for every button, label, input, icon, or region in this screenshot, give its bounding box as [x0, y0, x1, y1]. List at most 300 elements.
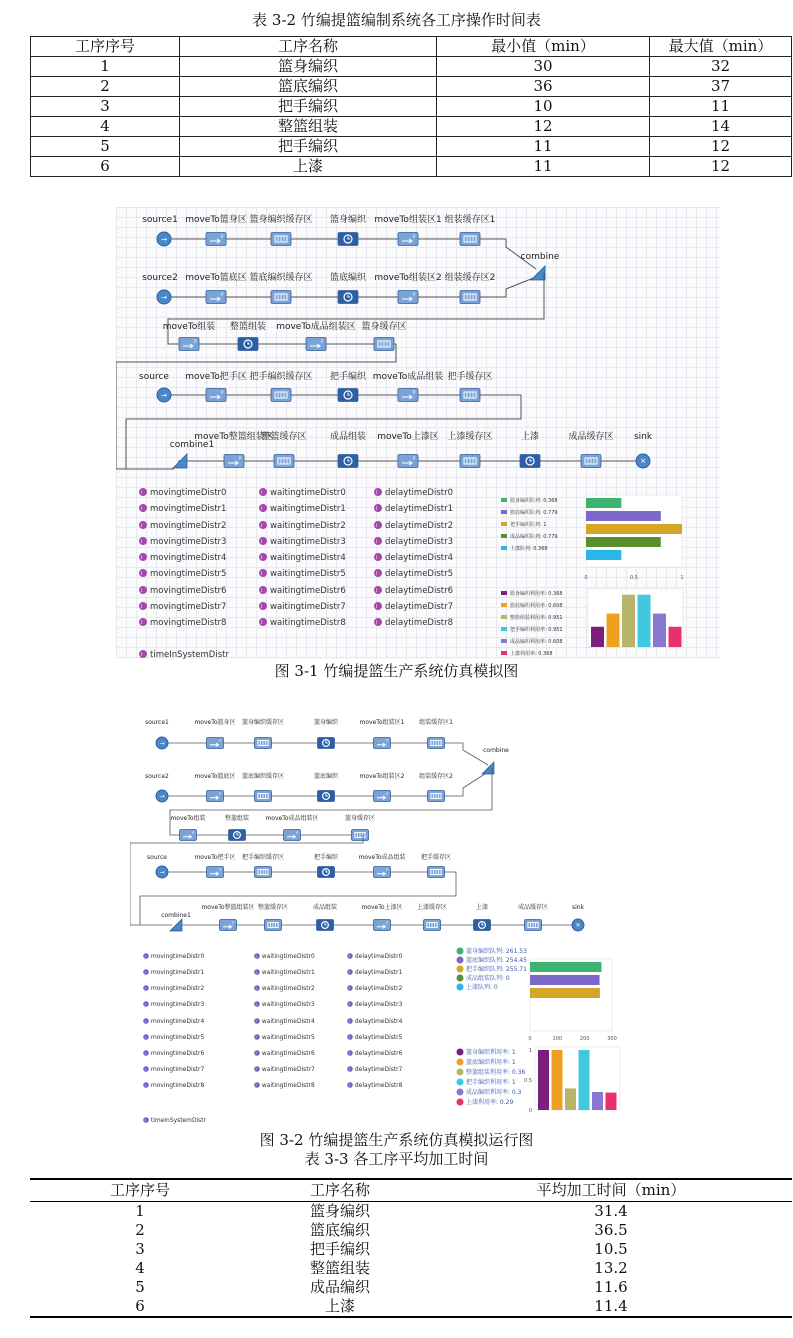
- source-glyph: →: [159, 869, 165, 877]
- chartC-legend-label: 篮底编织队列: 254.45: [466, 957, 527, 964]
- cell: 上漆: [250, 1297, 430, 1317]
- node-label: moveTo上漆区: [361, 904, 403, 911]
- stat-glyph: ⅰ: [376, 539, 378, 545]
- chartD-tick: 0.5: [524, 1078, 532, 1084]
- move-mark: P: [386, 921, 389, 926]
- stat-glyph: ⅰ: [261, 490, 263, 496]
- stat-label: movingtimeDistr4: [150, 1018, 205, 1026]
- stat-glyph: ⅰ: [144, 1083, 146, 1088]
- stat-glyph: ⅰ: [261, 604, 263, 610]
- table-row: [31, 117, 792, 137]
- stat-glyph: ⅰ: [141, 523, 143, 529]
- stat-label: delaytimeDistr7: [385, 602, 453, 612]
- stat-glyph: ⅰ: [376, 588, 378, 594]
- th: 工序序号: [30, 1179, 250, 1202]
- chartB-bar: [607, 614, 620, 647]
- stat-label: movingtimeDistr7: [150, 602, 227, 612]
- table-row: [31, 137, 792, 157]
- node-label: moveTo组装区1: [359, 719, 405, 726]
- node-label: moveTo成品组装区: [276, 322, 356, 332]
- node-label: 组装缓存区1: [444, 215, 496, 225]
- stat-label: waitingtimeDistr7: [261, 1066, 315, 1074]
- stat-glyph: ⅰ: [348, 954, 350, 959]
- chartB-legend-label: 成品编织利用率: 0.608: [510, 639, 563, 645]
- table33-caption: 表 3-3 各工序平均加工时间: [304, 1150, 489, 1168]
- move-mark: P: [321, 339, 324, 344]
- chartD-bar: [579, 1050, 590, 1110]
- chartC-legend-label: 上漆队列: 0: [466, 984, 498, 991]
- move-mark: P: [192, 831, 195, 836]
- move-mark: P: [413, 390, 416, 395]
- move-mark: P: [221, 292, 224, 297]
- stat-label: movingtimeDistr6: [150, 586, 227, 596]
- stat-label: movingtimeDistr7: [150, 1066, 205, 1074]
- node-label: 把手编织缓存区: [249, 372, 313, 382]
- stat-label: delaytimeDistr8: [354, 1082, 403, 1090]
- cell: 篮身编织: [180, 57, 437, 77]
- stat-glyph: ⅰ: [141, 571, 143, 577]
- node-label: moveTo成品组装: [358, 854, 406, 861]
- stat-label: waitingtimeDistr3: [270, 537, 346, 547]
- stat-glyph: ⅰ: [376, 555, 378, 561]
- stat-glyph: ⅰ: [255, 986, 257, 991]
- cell: 10: [437, 97, 650, 117]
- stat-label: movingtimeDistr2: [150, 521, 227, 531]
- node-label: combine: [483, 747, 509, 754]
- chartA-legend-swatch: [501, 498, 507, 502]
- sink-glyph: ✕: [640, 457, 646, 466]
- chartC-legend-swatch: [457, 957, 464, 964]
- cell: 篮身编织: [309, 1202, 370, 1220]
- move-mark: P: [413, 234, 416, 239]
- chartB-legend-label: 篮身编织利用率: 0.368: [510, 591, 563, 597]
- cell: 把手编织: [180, 137, 437, 157]
- stat-glyph: ⅰ: [376, 604, 378, 610]
- stat-glyph: ⅰ: [376, 620, 378, 626]
- stat-glyph: ⅰ: [255, 1067, 257, 1072]
- cell: 3: [31, 97, 180, 117]
- stat-label: delaytimeDistr2: [385, 521, 453, 531]
- chartA-legend-label: 篮身编织队列: 0.368: [510, 498, 558, 504]
- stat-label: waitingtimeDistr7: [270, 602, 346, 612]
- cell: 31.4: [594, 1202, 628, 1220]
- stat-label: delaytimeDistr4: [385, 553, 453, 563]
- stat-label: delaytimeDistr4: [354, 1018, 403, 1026]
- node-label: 上漆缓存区: [416, 904, 448, 911]
- move-mark: P: [413, 292, 416, 297]
- connector-line: [116, 344, 396, 469]
- th: 工序名称: [250, 1179, 430, 1202]
- cell: 1: [31, 57, 180, 77]
- node-label: 篮身编织: [313, 719, 339, 726]
- stat-label: waitingtimeDistr2: [270, 521, 346, 531]
- node-label: combine1: [161, 912, 191, 919]
- stat-glyph: ⅰ: [348, 986, 350, 991]
- node-label: 把手缓存区: [447, 372, 493, 382]
- chartA-tick: 0: [584, 575, 588, 581]
- stat-glyph: ⅰ: [144, 970, 146, 975]
- chartD-bar: [565, 1088, 576, 1110]
- move-mark: P: [219, 739, 222, 744]
- chartC-legend-swatch: [457, 966, 464, 973]
- node-label: 上漆: [520, 432, 540, 442]
- cell: 32: [650, 57, 792, 77]
- stat-glyph: ⅰ: [255, 1051, 257, 1056]
- node-label: 把手编织: [329, 372, 367, 382]
- node-label: 组装缓存区1: [419, 719, 453, 726]
- chartB-legend-label: 上漆利用率: 0.368: [510, 651, 553, 657]
- cell: 整篮组装: [180, 117, 437, 137]
- chartD-legend-label: 整篮组装利用率: 0.36: [466, 1069, 526, 1076]
- stat-glyph: ⅰ: [255, 1035, 257, 1040]
- chartC-tick: 100: [552, 1036, 563, 1042]
- cell: 10.5: [594, 1240, 628, 1258]
- node-label: moveTo篮身区: [194, 719, 236, 726]
- stat-glyph: ⅰ: [376, 523, 378, 529]
- cell: 12: [650, 137, 792, 157]
- chartD-bar: [552, 1050, 563, 1110]
- move-mark: P: [232, 921, 235, 926]
- chartD-legend-swatch: [457, 1049, 464, 1056]
- chartB-legend-label: 整篮组装利用率: 0.951: [510, 615, 563, 621]
- stat-glyph: ⅰ: [261, 620, 263, 626]
- cell: 36: [437, 77, 650, 97]
- cell: 1: [135, 1202, 145, 1220]
- node-label: 成品缓存区: [517, 904, 549, 911]
- node-label: moveTo成品组装: [372, 372, 444, 382]
- th: 最小值（min）: [437, 37, 650, 57]
- table-row: [31, 97, 792, 117]
- chartB-legend-swatch: [501, 639, 507, 643]
- chartB-legend-swatch: [501, 591, 507, 595]
- stat-glyph: ⅰ: [348, 1019, 350, 1024]
- stat-label: waitingtimeDistr5: [270, 569, 346, 579]
- stat-label: delaytimeDistr3: [354, 1001, 403, 1009]
- stat-glyph: ⅰ: [348, 1067, 350, 1072]
- node-label: moveTo组装: [170, 815, 206, 822]
- node-label: 组装缓存区2: [419, 773, 453, 780]
- stat-label: waitingtimeDistr0: [261, 953, 315, 961]
- fig1-caption: 图 3-1 竹编提篮生产系统仿真模拟图: [274, 662, 519, 680]
- node-label: 上漆: [475, 904, 489, 911]
- node-label: 组装缓存区2: [444, 273, 496, 283]
- stat-label: delaytimeDistr5: [385, 569, 453, 579]
- node-label: 篮身编织: [329, 215, 367, 225]
- chartA-legend-swatch: [501, 534, 507, 538]
- chartC-bar: [530, 962, 601, 972]
- stat-label: waitingtimeDistr5: [261, 1034, 315, 1042]
- node-label: combine: [520, 252, 560, 262]
- stat-glyph: ⅰ: [144, 1035, 146, 1040]
- flow-diagram-1: [116, 207, 720, 659]
- combine-icon: [531, 266, 545, 280]
- move-mark: P: [221, 234, 224, 239]
- chartD-legend-swatch: [457, 1089, 464, 1096]
- chartB-legend-label: 把手编织利用率: 0.951: [510, 627, 563, 633]
- node-label: 整篮组装: [229, 322, 267, 332]
- node-label: moveTo整篮组装区: [194, 432, 274, 442]
- chartD-legend-swatch: [457, 1069, 464, 1076]
- stat-glyph: ⅰ: [141, 490, 143, 496]
- move-mark: P: [219, 868, 222, 873]
- move-mark: P: [194, 339, 197, 344]
- move-mark: P: [219, 792, 222, 797]
- stat-label: timeInSystemDistr: [150, 650, 229, 659]
- chartD-legend-swatch: [457, 1099, 464, 1106]
- stat-label: delaytimeDistr1: [354, 969, 403, 977]
- node-label: 上漆缓存区: [447, 432, 493, 442]
- table-row: [30, 1278, 792, 1297]
- cell: 2: [135, 1221, 145, 1239]
- chartC-tick: 300: [607, 1036, 617, 1042]
- chartA-bar: [586, 498, 621, 508]
- move-mark: P: [386, 739, 389, 744]
- node-label: source: [147, 854, 167, 861]
- stat-glyph: ⅰ: [141, 555, 143, 561]
- table-row: [30, 1221, 792, 1240]
- sink-glyph: ✕: [575, 922, 581, 930]
- stat-glyph: ⅰ: [141, 539, 143, 545]
- chartB-legend-swatch: [501, 603, 507, 607]
- stat-glyph: ⅰ: [255, 1019, 257, 1024]
- stat-glyph: ⅰ: [141, 588, 143, 594]
- stat-glyph: ⅰ: [141, 652, 143, 658]
- stat-label: delaytimeDistr3: [385, 537, 453, 547]
- node-label: source: [139, 372, 169, 382]
- source-glyph: →: [161, 391, 167, 400]
- node-label: 把手编织缓存区: [241, 854, 285, 861]
- stat-glyph: ⅰ: [255, 1083, 257, 1088]
- stat-glyph: ⅰ: [255, 1002, 257, 1007]
- chartC-legend-swatch: [457, 984, 464, 991]
- move-mark: P: [239, 456, 242, 461]
- table33-header-row: [30, 1179, 792, 1202]
- node-label: 篮身编织缓存区: [241, 719, 285, 726]
- cell: 11.6: [594, 1278, 628, 1296]
- chartD-legend-label: 篮底编织利用率: 1: [466, 1059, 516, 1066]
- flow-diagram-2: [130, 710, 630, 1130]
- chartC-legend-swatch: [457, 948, 464, 955]
- stat-glyph: ⅰ: [376, 571, 378, 577]
- table-row: [31, 57, 792, 77]
- stat-label: timeInSystemDistr: [150, 1117, 207, 1125]
- node-label: 篮底编织缓存区: [241, 773, 285, 780]
- stat-glyph: ⅰ: [348, 970, 350, 975]
- stat-glyph: ⅰ: [144, 1019, 146, 1024]
- stat-glyph: ⅰ: [261, 539, 263, 545]
- chartA-bar: [586, 524, 682, 534]
- cell: 3: [135, 1240, 145, 1258]
- chartD-legend-label: 把手编织利用率: 1: [466, 1079, 516, 1086]
- table-row: [30, 1297, 792, 1317]
- chartB-bar: [591, 627, 604, 647]
- stat-glyph: ⅰ: [376, 490, 378, 496]
- stat-label: waitingtimeDistr0: [270, 488, 346, 498]
- cell: 成品编织: [309, 1278, 370, 1296]
- cell: 12: [437, 117, 650, 137]
- node-label: source1: [145, 719, 169, 726]
- table32-header-row: [31, 37, 792, 57]
- chartB-legend-label: 篮底编织利用率: 0.608: [510, 603, 563, 609]
- node-label: 成品缓存区: [568, 432, 614, 442]
- stat-glyph: ⅰ: [261, 555, 263, 561]
- stat-label: movingtimeDistr5: [150, 1034, 205, 1042]
- chartD-legend-label: 上漆利用率: 0.29: [466, 1099, 514, 1106]
- stat-label: movingtimeDistr1: [150, 504, 227, 514]
- stat-glyph: ⅰ: [348, 1051, 350, 1056]
- stat-label: waitingtimeDistr3: [261, 1001, 315, 1009]
- stat-glyph: ⅰ: [348, 1083, 350, 1088]
- move-mark: P: [413, 456, 416, 461]
- fig2-caption: 图 3-2 竹编提篮生产系统仿真模拟运行图: [259, 1131, 534, 1149]
- stat-label: waitingtimeDistr6: [261, 1050, 315, 1058]
- cell: 30: [437, 57, 650, 77]
- cell: 37: [650, 77, 792, 97]
- node-label: 整篮缓存区: [261, 432, 307, 442]
- source-glyph: →: [159, 740, 165, 748]
- stat-label: movingtimeDistr2: [150, 985, 205, 993]
- node-label: moveTo篮身区: [185, 215, 247, 225]
- stat-glyph: ⅰ: [255, 970, 257, 975]
- node-label: 把手缓存区: [420, 854, 452, 861]
- cell: 14: [650, 117, 792, 137]
- chartD-legend-label: 篮身编织利用率: 1: [466, 1049, 516, 1056]
- stat-glyph: ⅰ: [144, 1051, 146, 1056]
- stat-glyph: ⅰ: [348, 1035, 350, 1040]
- node-label: 成品组装: [312, 904, 338, 911]
- node-label: moveTo把手区: [194, 854, 236, 861]
- chartC-legend-label: 篮身编织队列: 261.53: [466, 948, 527, 955]
- stat-label: delaytimeDistr5: [354, 1034, 403, 1042]
- chartD-legend-label: 成品编织利用率: 0.3: [466, 1089, 522, 1096]
- stat-glyph: ⅰ: [376, 506, 378, 512]
- stat-glyph: ⅰ: [144, 954, 146, 959]
- chartD-tick: 1: [528, 1048, 532, 1054]
- cell: 把手编织: [309, 1240, 370, 1258]
- table32: [30, 36, 792, 177]
- chartA-legend-swatch: [501, 546, 507, 550]
- stat-label: delaytimeDistr0: [354, 953, 403, 961]
- chartC-legend-swatch: [457, 975, 464, 982]
- chartC-legend-label: 成品组装队列: 0: [466, 975, 510, 982]
- chartA-legend-label: 上漆队列: 0.368: [510, 546, 548, 552]
- chartC-bar: [530, 975, 600, 985]
- chartA-legend-label: 把手编织队列: 1: [510, 522, 547, 528]
- stat-label: movingtimeDistr3: [150, 1001, 205, 1009]
- stat-label: movingtimeDistr4: [150, 553, 227, 563]
- stat-label: waitingtimeDistr2: [261, 985, 315, 993]
- cell: 5: [135, 1278, 145, 1296]
- stat-glyph: ⅰ: [141, 620, 143, 626]
- chartC-bar: [530, 988, 600, 998]
- cell: 6: [31, 157, 180, 177]
- node-label: combine1: [169, 440, 215, 450]
- node-label: moveTo组装区1: [374, 215, 442, 225]
- chartB-bar: [653, 614, 666, 647]
- chartB-bar: [622, 595, 635, 647]
- chartA-bar: [586, 511, 661, 521]
- chartD-tick: 0: [528, 1108, 532, 1114]
- chartD-bar: [538, 1050, 549, 1110]
- stat-label: delaytimeDistr0: [385, 488, 453, 498]
- stat-label: waitingtimeDistr1: [261, 969, 315, 977]
- source-glyph: →: [161, 235, 167, 244]
- chartB-legend-swatch: [501, 615, 507, 619]
- move-mark: P: [221, 390, 224, 395]
- cell: 36.5: [594, 1221, 628, 1239]
- cell: 上漆: [180, 157, 437, 177]
- move-mark: P: [386, 792, 389, 797]
- chartD-bar: [592, 1092, 603, 1110]
- table-row: [30, 1259, 792, 1278]
- stat-glyph: ⅰ: [144, 1067, 146, 1072]
- node-label: 篮身编织缓存区: [249, 215, 313, 225]
- cell: 13.2: [594, 1259, 628, 1277]
- figure-3-2-simulation-run: [130, 710, 630, 1130]
- stat-label: waitingtimeDistr8: [261, 1082, 315, 1090]
- chartA-bar: [586, 537, 661, 547]
- th: 平均加工时间（min）: [430, 1179, 792, 1202]
- cell: 4: [135, 1259, 145, 1277]
- node-label: 整篮组装: [224, 815, 250, 822]
- stat-glyph: ⅰ: [255, 954, 257, 959]
- combine-icon: [173, 454, 187, 468]
- stat-label: waitingtimeDistr1: [270, 504, 346, 514]
- node-label: 篮底编织缓存区: [249, 273, 313, 283]
- node-label: moveTo把手区: [185, 372, 247, 382]
- node-label: 篮身缓存区: [344, 815, 376, 822]
- chartA-legend-swatch: [501, 510, 507, 514]
- stat-glyph: ⅰ: [261, 523, 263, 529]
- node-label: source2: [145, 773, 169, 780]
- cell: 5: [31, 137, 180, 157]
- cell: 11: [650, 97, 792, 117]
- chartD-legend-swatch: [457, 1059, 464, 1066]
- stat-glyph: ⅰ: [141, 506, 143, 512]
- cell: 篮底编织: [309, 1221, 370, 1239]
- chartA-tick: 0.5: [630, 575, 638, 581]
- cell: 把手编织: [180, 97, 437, 117]
- table-row: [31, 77, 792, 97]
- node-label: 篮身缓存区: [361, 322, 407, 332]
- stat-label: waitingtimeDistr4: [270, 553, 346, 563]
- stat-label: waitingtimeDistr4: [261, 1018, 315, 1026]
- chartD-bar: [606, 1093, 617, 1110]
- chartA-bar: [586, 550, 621, 560]
- stat-glyph: ⅰ: [261, 506, 263, 512]
- stat-label: movingtimeDistr5: [150, 569, 227, 579]
- chartA-legend-swatch: [501, 522, 507, 526]
- node-label: source2: [142, 273, 178, 283]
- cell: 4: [31, 117, 180, 137]
- stat-glyph: ⅰ: [144, 1002, 146, 1007]
- stat-label: delaytimeDistr6: [354, 1050, 403, 1058]
- stat-label: delaytimeDistr2: [354, 985, 403, 993]
- chartB-legend-swatch: [501, 627, 507, 631]
- move-mark: P: [386, 868, 389, 873]
- stat-label: delaytimeDistr6: [385, 586, 453, 596]
- node-label: 把手编织: [313, 854, 339, 861]
- stat-label: movingtimeDistr8: [150, 618, 227, 628]
- stat-glyph: ⅰ: [261, 571, 263, 577]
- connector-line: [168, 273, 544, 344]
- stat-label: movingtimeDistr0: [150, 488, 227, 498]
- cell: 篮底编织: [180, 77, 437, 97]
- stat-glyph: ⅰ: [261, 588, 263, 594]
- chartB-bar: [638, 595, 651, 647]
- figure-3-1-simulation-model: [116, 207, 720, 659]
- node-label: 成品组装: [329, 432, 367, 442]
